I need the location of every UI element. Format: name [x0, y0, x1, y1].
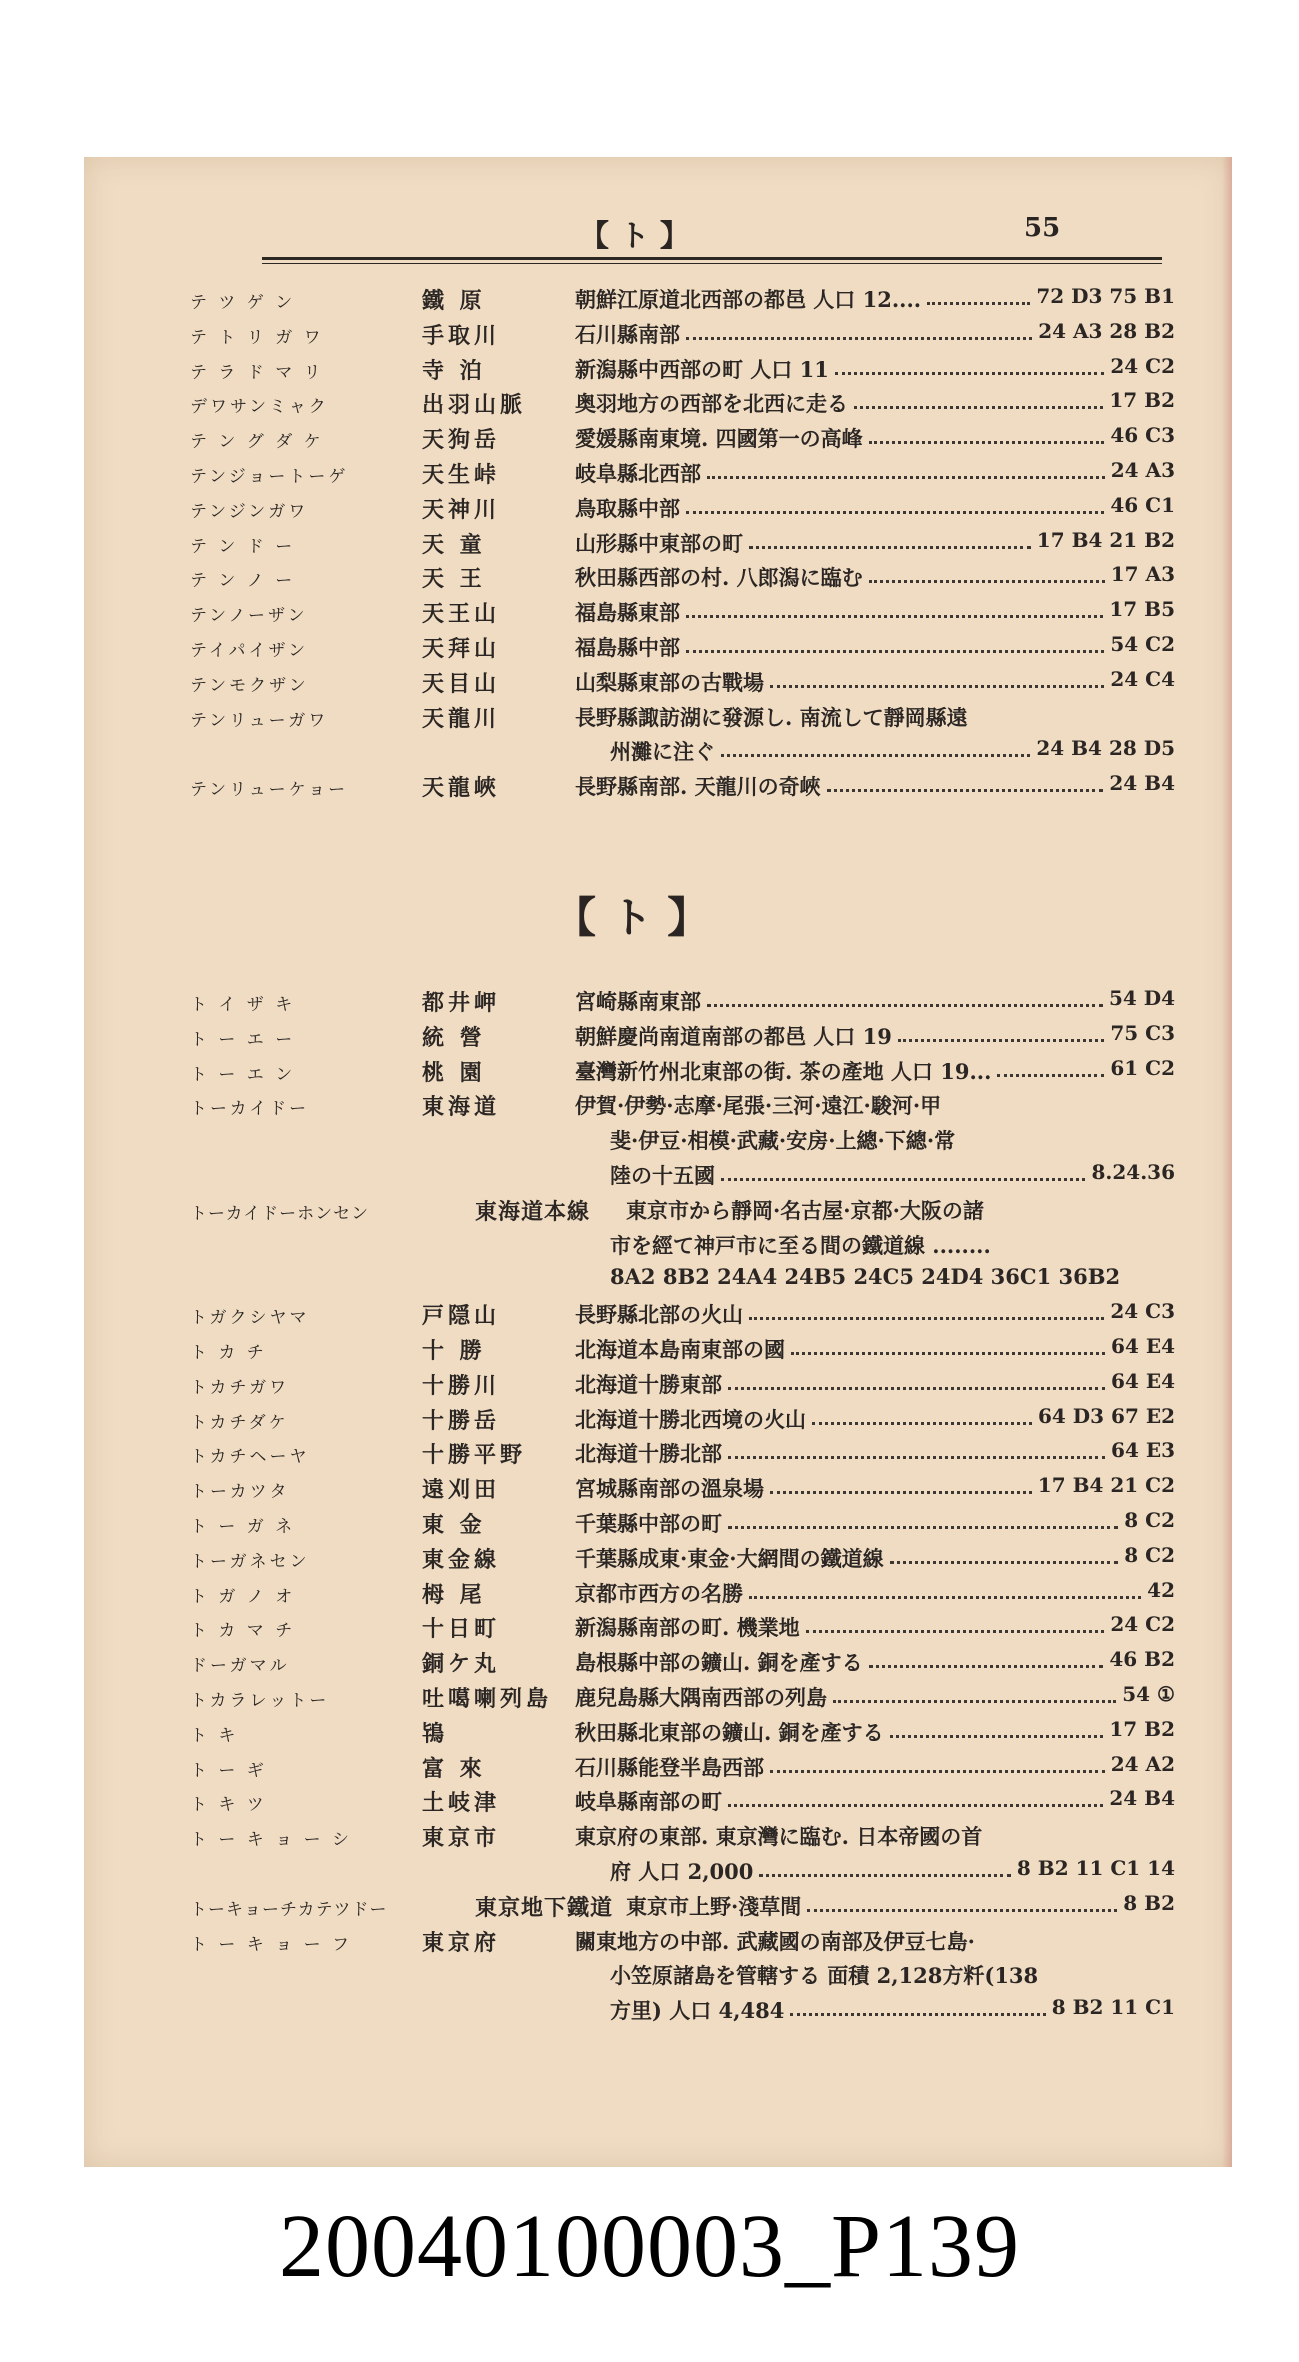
entry-description: 山梨縣東部の古戰場 [575, 669, 764, 695]
entry-description: 州灘に注ぐ [610, 739, 715, 765]
entry-name: 鴇 [422, 1720, 449, 1747]
entry-description: 愛媛縣南東境. 四國第一の高峰 [575, 426, 863, 452]
entry-reading: トーキョーチカテツドー [190, 1899, 388, 1920]
entry-description: 石川縣南部 [575, 321, 680, 347]
index-entry [190, 665, 1175, 699]
index-entry [190, 1854, 1175, 1888]
entry-name: 天龍峽 [422, 775, 501, 802]
entry-description: 方里) 人口 4,484 [610, 1998, 785, 2024]
entry-name: 天王山 [422, 601, 501, 628]
entry-description: 北海道十勝北部 [575, 1441, 722, 1467]
entry-map-reference: 24 C3 [1110, 1299, 1175, 1324]
entry-name: 東海道本線 [475, 1198, 591, 1225]
dot-leader [749, 546, 1031, 549]
index-entry [190, 1610, 1175, 1644]
index-entry [190, 1576, 1175, 1610]
page-number: 55 [1024, 213, 1061, 243]
entry-map-reference: 17 B4 21 C2 [1037, 1473, 1175, 1498]
index-entry [190, 1889, 1175, 1923]
entry-map-reference: 8 B2 11 C1 14 [1016, 1856, 1175, 1880]
index-entry [190, 386, 1175, 420]
entry-description: 鳥取縣中部 [575, 495, 680, 521]
dot-leader [791, 1352, 1105, 1355]
entry-name: 東海道 [422, 1094, 501, 1121]
index-entry [190, 595, 1175, 629]
entry-description: 長野縣南部. 天龍川の奇峽 [575, 774, 821, 800]
entry-description: 伊賀·伊勢·志摩·尾張·三河·遠江·駿河·甲 [575, 1093, 942, 1119]
entry-map-reference: 17 A3 [1110, 562, 1175, 587]
entry-name: 戸隠山 [422, 1303, 501, 1330]
entry-reading: テンジンガワ [190, 501, 309, 522]
index-entry [190, 1471, 1175, 1505]
index-entry [190, 984, 1175, 1018]
index-entry [190, 1088, 1175, 1122]
dot-leader [759, 1874, 1011, 1877]
dot-leader [790, 2013, 1046, 2016]
index-entry [190, 1436, 1175, 1470]
entry-reading: ト ー ギ [190, 1760, 267, 1781]
entry-reading: ト カ マ チ [190, 1621, 296, 1642]
entry-description: 福島縣東部 [575, 600, 680, 626]
index-entry [190, 630, 1175, 664]
index-entry [190, 526, 1175, 560]
entry-reading: ト ー エ ン [190, 1064, 296, 1085]
entry-description: 北海道本島南東部の國 [575, 1337, 785, 1362]
entry-reading: ト キ [190, 1725, 239, 1746]
entry-map-reference: 24 A3 28 B2 [1038, 318, 1175, 343]
entry-map-reference: 72 D3 75 B1 [1036, 284, 1175, 308]
header-rule [262, 257, 1162, 260]
entry-reading: テンモクザン [190, 675, 309, 696]
entry-name: 鐵 原 [422, 288, 486, 314]
entry-reading: ドーガマル [190, 1656, 290, 1677]
entry-reading: テンリューケョー [190, 780, 349, 801]
entry-name: 桃 園 [422, 1059, 486, 1086]
entry-name: 天生峠 [422, 462, 501, 488]
entry-description: 岐阜縣南部の町 [575, 1789, 722, 1815]
entry-map-reference: 17 B2 [1109, 1716, 1175, 1741]
index-entry [190, 700, 1175, 734]
entry-map-reference: 46 B2 [1109, 1647, 1175, 1672]
entry-description: 東京府の東部. 東京灣に臨む. 日本帝國の首 [575, 1824, 983, 1850]
index-entry [190, 1819, 1175, 1853]
entry-map-reference: 46 C3 [1110, 423, 1175, 448]
index-entry [190, 1019, 1175, 1053]
entry-description: 市を經て神戸市に至る間の鐵道線 ........ [610, 1232, 991, 1258]
index-entry [190, 1541, 1175, 1575]
entry-reading: テ ラ ド マ リ [190, 362, 324, 383]
entry-name: 東金線 [422, 1546, 501, 1573]
dot-leader [927, 302, 1030, 305]
dot-leader [728, 1387, 1105, 1390]
entry-description: 北海道十勝東部 [575, 1371, 722, 1397]
index-entry [190, 1680, 1175, 1714]
entry-map-reference: 54 ① [1122, 1682, 1175, 1706]
entry-map-reference: 8 B2 [1123, 1890, 1175, 1915]
entry-description: 關東地方の中部. 武藏國の南部及伊豆七島· [575, 1928, 975, 1954]
entry-reading: ト ー キ ョ ー シ [190, 1830, 353, 1851]
entry-reading: テ ト リ ガ ワ [190, 327, 324, 348]
entry-description: 福島縣中部 [575, 635, 680, 660]
entry-map-reference: 24 A3 [1110, 458, 1175, 482]
entry-reading: ト カ チ [190, 1343, 267, 1363]
dot-leader [854, 406, 1103, 409]
dot-leader [869, 441, 1104, 444]
entry-description: 宮崎縣南東部 [575, 989, 701, 1014]
entry-description: 朝鮮江原道北西部の都邑 人口 12.... [575, 287, 922, 312]
dot-leader [707, 476, 1105, 479]
entry-map-reference: 64 D3 67 E2 [1038, 1403, 1175, 1428]
entry-reading: トカチガワ [190, 1377, 290, 1398]
index-entry [190, 734, 1175, 768]
dot-leader [686, 337, 1032, 340]
entry-description: 宮城縣南部の溫泉場 [575, 1476, 764, 1502]
entry-map-reference: 17 B4 21 B2 [1036, 527, 1175, 552]
entry-reading: トカチダケ [190, 1412, 289, 1433]
entry-reading: トカチヘーヤ [190, 1447, 310, 1468]
entry-name: 東京地下鐵道 [475, 1894, 614, 1921]
entry-description: 8A2 8B2 24A4 24B5 24C5 24D4 36C1 36B2 [610, 1264, 1121, 1290]
dot-leader [728, 1804, 1103, 1807]
entry-reading: テ ン ノ ー [190, 571, 296, 592]
entry-reading: ト ー ガ ネ [190, 1517, 296, 1537]
entry-description: 石川縣能登半島西部 [575, 1754, 764, 1780]
entry-name: 天 王 [422, 566, 486, 593]
entry-name: 天 童 [422, 531, 486, 558]
index-entry [190, 1750, 1175, 1784]
dot-leader [869, 1665, 1103, 1668]
entry-name: 十勝岳 [422, 1407, 501, 1434]
dot-leader [770, 1770, 1105, 1773]
entry-map-reference: 64 E4 [1111, 1334, 1175, 1358]
dot-leader [686, 650, 1104, 653]
entry-name: 吐噶喇列島 [422, 1686, 553, 1712]
entry-reading: テ ツ ゲ ン [190, 293, 296, 313]
entry-description: 陸の十五國 [610, 1163, 715, 1188]
index-entry [190, 1715, 1175, 1749]
entry-name: 東京府 [422, 1929, 501, 1956]
entry-description: 府 人口 2,000 [610, 1859, 754, 1884]
index-entry [190, 1784, 1175, 1818]
dot-leader [827, 789, 1103, 792]
entry-map-reference: 8 C2 [1124, 1508, 1175, 1532]
index-entry [190, 491, 1175, 525]
dot-leader [749, 1317, 1104, 1320]
entry-map-reference: 8.24.36 [1091, 1160, 1175, 1184]
index-entry [190, 1924, 1175, 1958]
entry-name: 東 金 [422, 1512, 486, 1538]
index-entry [190, 1297, 1175, 1331]
index-entry [190, 1645, 1175, 1679]
index-entry [190, 352, 1175, 386]
entry-map-reference: 8 B2 11 C1 [1051, 1995, 1175, 2020]
dot-leader [770, 1491, 1032, 1494]
index-entry [190, 1054, 1175, 1088]
entry-name: 都井岬 [422, 990, 501, 1016]
entry-description: 長野縣諏訪湖に發源し. 南流して靜岡縣遠 [575, 704, 968, 730]
entry-name: 天狗岳 [422, 427, 501, 454]
entry-name: 遠刈田 [422, 1477, 501, 1504]
entry-reading: ト ガ ノ オ [190, 1586, 296, 1607]
entry-description: 奥羽地方の西部を北西に走る [575, 391, 848, 417]
entry-name: 栂 尾 [422, 1581, 486, 1608]
entry-reading: ト イ ザ キ [190, 995, 296, 1015]
dot-leader [997, 1074, 1104, 1077]
entry-reading: トガクシヤマ [190, 1308, 310, 1329]
book-page [84, 157, 1232, 2167]
entry-description: 新潟縣南部の町. 機業地 [575, 1615, 800, 1641]
index-entry [190, 1228, 1175, 1262]
entry-description: 東京市から靜岡·名古屋·京都·大阪の諸 [626, 1197, 984, 1223]
entry-name: 土岐津 [422, 1790, 501, 1817]
entry-map-reference: 24 C2 [1110, 1612, 1175, 1637]
entry-name: 十日町 [422, 1616, 501, 1643]
index-entry [190, 560, 1175, 594]
entry-reading: トーカイドー [190, 1099, 310, 1120]
dot-leader [890, 1735, 1103, 1738]
index-entry [190, 1506, 1175, 1540]
index-entry [190, 1367, 1175, 1401]
entry-reading: テンリューガワ [190, 710, 329, 731]
entry-map-reference: 24 C4 [1110, 666, 1175, 691]
entry-description: 朝鮮慶尚南道南部の都邑 人口 19 [575, 1023, 892, 1049]
index-entry [190, 1402, 1175, 1436]
image-id-caption: 20040100003_P139 [278, 2197, 1021, 2296]
dot-leader [721, 754, 1030, 757]
dot-leader [770, 685, 1104, 688]
index-entry [190, 317, 1175, 351]
entry-reading: ト ー エ ー [190, 1029, 296, 1050]
dot-leader [728, 1456, 1105, 1459]
entry-description: 島根縣中部の鑛山. 銅を產する [575, 1650, 863, 1676]
dot-leader [721, 1178, 1085, 1181]
entry-name: 統 營 [422, 1024, 486, 1051]
entry-description: 斐·伊豆·相模·武藏·安房·上總·下總·常 [610, 1128, 956, 1154]
running-header [84, 211, 1232, 254]
index-entry [190, 1193, 1175, 1227]
dot-leader [807, 1909, 1117, 1912]
entry-map-reference: 8 C2 [1124, 1542, 1175, 1567]
entry-map-reference: 46 C1 [1110, 492, 1175, 517]
entry-name: 天目山 [422, 670, 501, 697]
dot-leader [707, 1004, 1103, 1007]
entry-description: 臺灣新竹州北東部の街. 茶の產地 人口 19... [575, 1058, 992, 1084]
entry-map-reference: 54 C2 [1110, 632, 1175, 656]
entry-map-reference: 42 [1147, 1577, 1175, 1602]
entry-description: 京都市西方の名勝 [575, 1580, 743, 1606]
entry-description: 山形縣中東部の町 [575, 530, 743, 556]
entry-reading: トーカイドーホンセン [190, 1203, 370, 1224]
entry-name: 十 勝 [422, 1338, 486, 1364]
dot-leader [833, 1700, 1116, 1703]
entry-map-reference: 24 C2 [1110, 353, 1175, 378]
entry-name: 十勝平野 [422, 1442, 527, 1469]
section-heading: 【 ト 】 [554, 893, 710, 942]
index-entry [190, 1993, 1175, 2027]
index-entry [190, 1262, 1175, 1296]
dot-leader [686, 615, 1103, 618]
dot-leader [686, 511, 1104, 514]
entry-description: 秋田縣西部の村. 八郎潟に臨む [575, 565, 863, 591]
dot-leader [749, 1596, 1141, 1599]
dot-leader [890, 1561, 1118, 1564]
entry-description: 東京市上野·淺草間 [626, 1893, 802, 1919]
entry-name: 富 來 [422, 1755, 486, 1782]
entry-map-reference: 17 B2 [1109, 388, 1175, 413]
entry-map-reference: 54 D4 [1108, 986, 1175, 1010]
entry-map-reference: 24 B4 28 D5 [1036, 736, 1175, 761]
entry-reading: テイパイザン [190, 641, 309, 661]
entry-reading: トーカツタ [190, 1482, 290, 1503]
dot-leader [835, 372, 1104, 375]
entry-name: 天龍川 [422, 705, 501, 732]
entry-map-reference: 24 B4 [1109, 1786, 1175, 1811]
index-entry [190, 1332, 1175, 1366]
dot-leader [806, 1630, 1104, 1633]
index-entry [190, 456, 1175, 490]
index-entry [190, 421, 1175, 455]
dot-leader [812, 1422, 1032, 1425]
entry-name: 手取川 [422, 322, 501, 349]
entry-name: 寺 泊 [422, 357, 486, 384]
entry-description: 北海道十勝北西境の火山 [575, 1406, 806, 1432]
entry-map-reference: 61 C2 [1110, 1055, 1175, 1080]
entry-name: 銅ケ丸 [422, 1651, 501, 1678]
entry-description: 新潟縣中西部の町 人口 11 [575, 356, 829, 382]
index-entry [190, 1158, 1175, 1192]
entry-map-reference: 24 B4 [1109, 771, 1175, 796]
entry-name: 天神川 [422, 496, 501, 523]
dot-leader [728, 1526, 1118, 1529]
entry-description: 秋田縣北東部の鑛山. 銅を產する [575, 1719, 884, 1745]
entry-reading: ト キ ツ [190, 1795, 267, 1816]
entry-name: 出羽山脈 [422, 392, 527, 419]
index-entry [190, 769, 1175, 803]
entry-map-reference: 24 A2 [1110, 1751, 1175, 1776]
entry-description: 鹿兒島縣大隅南西部の列島 [575, 1685, 827, 1710]
index-entry [190, 1123, 1175, 1157]
entry-description: 千葉縣成東·東金·大網間の鐵道線 [575, 1545, 884, 1571]
entry-map-reference: 64 E4 [1111, 1368, 1175, 1393]
entry-description: 千葉縣中部の町 [575, 1511, 722, 1536]
dot-leader [898, 1039, 1104, 1042]
entry-description: 岐阜縣北西部 [575, 461, 701, 486]
index-entry [190, 1958, 1175, 1992]
index-entry [190, 282, 1175, 316]
dot-leader [869, 580, 1105, 583]
entry-map-reference: 17 B5 [1109, 597, 1175, 622]
entry-reading: テンノーザン [190, 606, 308, 627]
entry-description: 長野縣北部の火山 [575, 1302, 743, 1328]
entry-name: 十勝川 [422, 1372, 501, 1399]
entry-map-reference: 75 C3 [1110, 1020, 1175, 1045]
entry-name: 天拜山 [422, 636, 501, 662]
entry-reading: トカラレットー [190, 1691, 330, 1711]
entry-reading: テ ン グ ダ ケ [190, 432, 324, 453]
entry-description: 小笠原諸島を管轄する 面積 2,128方粁(138 [610, 1963, 1039, 1989]
entry-reading: デワサンミャク [190, 397, 329, 418]
entry-map-reference: 64 E3 [1111, 1438, 1175, 1463]
entry-reading: テ ン ド ー [190, 536, 296, 557]
entry-reading: テンジョートーゲ [190, 467, 349, 487]
entry-name: 東京市 [422, 1825, 501, 1852]
header-rule-thin [262, 263, 1162, 264]
entry-reading: トーガネセン [190, 1551, 310, 1572]
entry-reading: ト ー キ ョ ー フ [190, 1934, 353, 1955]
header-mark: 【 ト 】 [579, 219, 690, 254]
